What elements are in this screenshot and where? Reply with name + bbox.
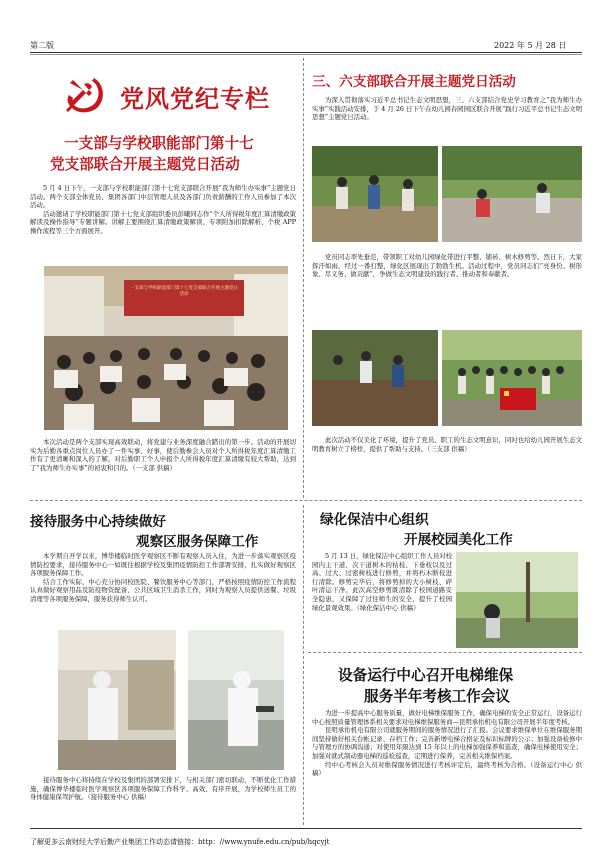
footer-link-text[interactable]: 了解更多云南财经大学后勤产业集团工作动态请链接：http：//www.ynufe.edu.cn/pub/hqcyjt (30, 838, 330, 846)
article4-body: 5 月 13 日，绿化保洁中心组织工作人员对校园内主干道、次干道树木的枯枝、下垂枝以及过高、过大、过密树枝进行修剪，并将朽木断枝进行清除。修剪完毕后，将修剪掉的大小树枝、碎叶清运干净。此次高空修剪既清除了校园道路安全隐患，又保障了过往师生的安全，提升了校园绿化景观效果。（绿化保洁中心 供稿） (312, 552, 452, 612)
header-rule-thin (30, 54, 582, 55)
article2-title: 三、六支部联合开展主题党日活动 (312, 74, 516, 90)
section-divider (30, 500, 582, 501)
column-title: 党风党纪专栏 (120, 85, 270, 113)
right-section-divider (308, 652, 582, 653)
article1-para1: 5 月 4 日下午，一支部与学校职能部门第十七党支部联合开展“我为师生办实事”主题党日活动。两个支部全体党员、集团各部门中层管理人员及各部门负责薪酬的工作人员参加了本次活动。 (30, 184, 296, 210)
article2-intro: 为深入贯彻落实习近平总书记生态文明思想，三、六支部结合党史学习教育之“我为师生办实事”实践活动安排，于 4 月 26 日下午在幼儿园春园园区联合开展“践行习近平总书记生态文明思想”主题党日活动。 (312, 96, 582, 122)
edition-label: 第二版 (30, 41, 54, 50)
article3-title-line2: 观察区服务保障工作 (136, 534, 259, 550)
issue-date: 2022 年 5 月 28 日 (494, 41, 567, 50)
tree-trimming-photo (456, 552, 578, 648)
meeting-banner-text: 一支部与学校职能部门第十七党支部联合开展主题党日活动 (130, 286, 238, 297)
article1-title-line2: 党支部联合开展主题党日活动 (50, 156, 240, 173)
group-photo-flag (442, 330, 582, 426)
article2-body: 党员同志率先垂范，带领职工对幼儿园绿化带进行平整、铺砖、树木修剪等。烈日下，大家挥汗如雨，经过一番打整，绿化区展现出了勃勃生机。活动过程中，党员同志们“亮身份、树形象、尽义务、做贡献”，争做生态文明建设的践行者、推动者和奉献者。 (312, 253, 582, 279)
article1-caption: 本次活动是两个支部实现高效联动，将党建与业务深度融合踏出的第一步。活动的开展切实为后勤各重点岗位人员办了一件实事、好事，使后勤参会人员对个人所得税年度汇算清缴工作有了更清晰和深入的了解，对后勤职工个人申报个人所得税年度汇算清缴有较大帮助，达到了“我为师生办实事”的初衷和目的。（一支部 供稿） (30, 438, 296, 472)
article3-title-line1: 接待服务中心持续做好 (30, 514, 166, 530)
party-emblem-icon (64, 74, 106, 116)
gardening-photo-2 (442, 146, 582, 242)
article1-title-line1: 一支部与学校职能部门第十七 (64, 135, 254, 152)
article5-title-line1: 设备运行中心召开电梯维保 (338, 667, 514, 684)
article1-body (30, 184, 296, 236)
article3-body: 本学期自开学以来，博华楼临时医学观察区不断有观察人员入住，为进一步落实观察区疫情防控要求，接待服务中心一如既往根据学校及集团疫情防控工作部署安排，扎实做好观察区各项服务保障工作。 结合工作实际，中心充分协同校医院、餐饮服务中心等部门，严格按照疫情防控工作流程认真做好观察用品及防疫物资配备、公共区域卫生消杀工作，同时为观察人员提供送餐、垃圾清理等各项服务保障，服务获得师生认可。 (30, 552, 296, 603)
article4-title-line2: 开展校园美化工作 (404, 532, 513, 548)
article5-title-line2: 服务半年考核工作会议 (364, 688, 510, 705)
article3-caption: 接待服务中心将持续在学校及集团的部署安排下，与相关部门密切联动，不断优化工作措施，确保博华楼临时医学观察区各项服务保障工作科学、高效、有序开展，为学校师生员工的身体健康保驾护航。（接待服务中心 供稿） (30, 776, 296, 802)
article5-body: 为进一步提高中心服务质量，做好电梯维保服务工作，确保电梯的安全正常运行，设备运行中心按照质量管理体系相关要求对电梯维保服务商—昆明承佑机电有限公司开展半年度考核。 昆明承佑机电有限公司就服务期间的服务情况进行了汇报。会议要求维保单位在维保服务期间坚持做好相关台帐记录、存档工作；完善新增电梯合格证及标识标牌的公示；加强设备检修中与管理方的协调沟通；对使用年限达到 15 年以上的电梯加强保养和巡查，确保电梯使用安全；加强对就式制动器电梯的巡检巡查，定期进行保养，完善相关维保档案。 经中心考核会人员对维保服务情况进行考核评定后，最终考核为合格。（设备运行中心 供稿） (312, 709, 582, 778)
column-divider (303, 58, 304, 498)
gardening-photo-1 (312, 146, 438, 242)
header-rule (30, 52, 582, 53)
article4-title-line1: 绿化保洁中心组织 (320, 512, 429, 528)
disinfection-photo-1 (58, 630, 176, 770)
article2-caption: 此次活动不仅美化了环境，提升了党员、职工的生态文明意识，同时也给幼儿园开展生态文明教育树立了榜样，提供了帮助与支持。（三支部 供稿） (312, 436, 582, 453)
column-divider-lower (303, 505, 304, 825)
disinfection-photo-2 (188, 630, 284, 770)
gardening-photo-3 (312, 330, 438, 426)
footer-rule (30, 828, 582, 829)
article1-para2: 活动邀请了学校职能部门第十七党支部组织委员彭曦同志作“个人所得税年度汇算清缴政策解读及操作指导”专题讲解。讲解主要围绕汇算清缴政策解读、专项附加扣除解析、个税 APP 操作流程等三个方面展开。 (30, 209, 296, 235)
meeting-photo (44, 266, 288, 430)
